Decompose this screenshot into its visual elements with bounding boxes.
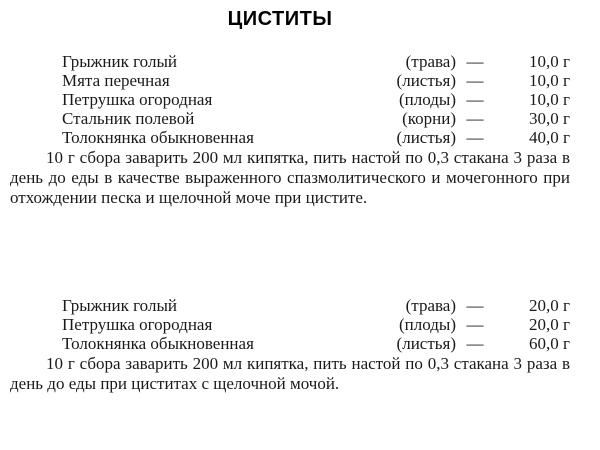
ingredient-dash: — (466, 71, 484, 90)
ingredient-amount: 10,0 г (529, 71, 570, 90)
ingredient-row (10, 109, 570, 128)
ingredient-amount: 20,0 г (529, 315, 570, 334)
ingredient-part: (трава) (405, 52, 456, 71)
ingredient-name: Петрушка огородная (62, 315, 213, 334)
ingredient-amount: 40,0 г (529, 128, 570, 147)
ingredient-dash: — (466, 296, 484, 315)
ingredient-dash: — (466, 90, 484, 109)
ingredient-name: Грыжник голый (62, 52, 177, 71)
ingredient-amount: 20,0 г (529, 296, 570, 315)
recipe-instructions: 10 г сбора заварить 200 мл кипятка, пить настой по 0,3 стакана 3 раза в день до еды в качестве выраженного спазмолитического и мочегонного при отхождении песка и щелочной моче при цистите. (10, 148, 570, 207)
ingredient-part: (трава) (405, 296, 456, 315)
ingredient-row (10, 90, 570, 109)
ingredient-row (10, 71, 570, 90)
ingredient-dash: — (466, 109, 484, 128)
ingredient-row (10, 128, 570, 147)
ingredient-part: (плоды) (399, 90, 456, 109)
ingredient-amount: 10,0 г (529, 90, 570, 109)
recipe-1 (10, 52, 570, 208)
ingredient-amount: 30,0 г (529, 109, 570, 128)
ingredient-dash: — (466, 128, 484, 147)
ingredient-name: Стальник полевой (62, 109, 195, 128)
ingredient-name: Мята перечная (62, 71, 170, 90)
ingredient-row (10, 315, 570, 334)
ingredient-amount: 10,0 г (529, 52, 570, 71)
ingredient-part: (листья) (396, 334, 456, 353)
ingredient-dash: — (466, 334, 484, 353)
ingredient-row (10, 296, 570, 315)
ingredient-name: Петрушка огородная (62, 90, 213, 109)
ingredient-part: (листья) (396, 128, 456, 147)
ingredient-name: Толокнянка обыкновенная (62, 128, 254, 147)
recipe-2 (10, 296, 570, 394)
ingredient-row (10, 334, 570, 353)
ingredient-dash: — (466, 52, 484, 71)
ingredient-part: (листья) (396, 71, 456, 90)
ingredient-row (10, 52, 570, 71)
ingredient-dash: — (466, 315, 484, 334)
ingredient-part: (плоды) (399, 315, 456, 334)
recipe-instructions: 10 г сбора заварить 200 мл кипятка, пить настой по 0,3 стакана 3 раза в день до еды при циститах с щелочной мочой. (10, 354, 570, 393)
ingredient-part: (корни) (402, 109, 456, 128)
ingredient-amount: 60,0 г (529, 334, 570, 353)
ingredient-name: Толокнянка обыкновенная (62, 334, 254, 353)
page-title: ЦИСТИТЫ (227, 8, 333, 30)
ingredient-name: Грыжник голый (62, 296, 177, 315)
